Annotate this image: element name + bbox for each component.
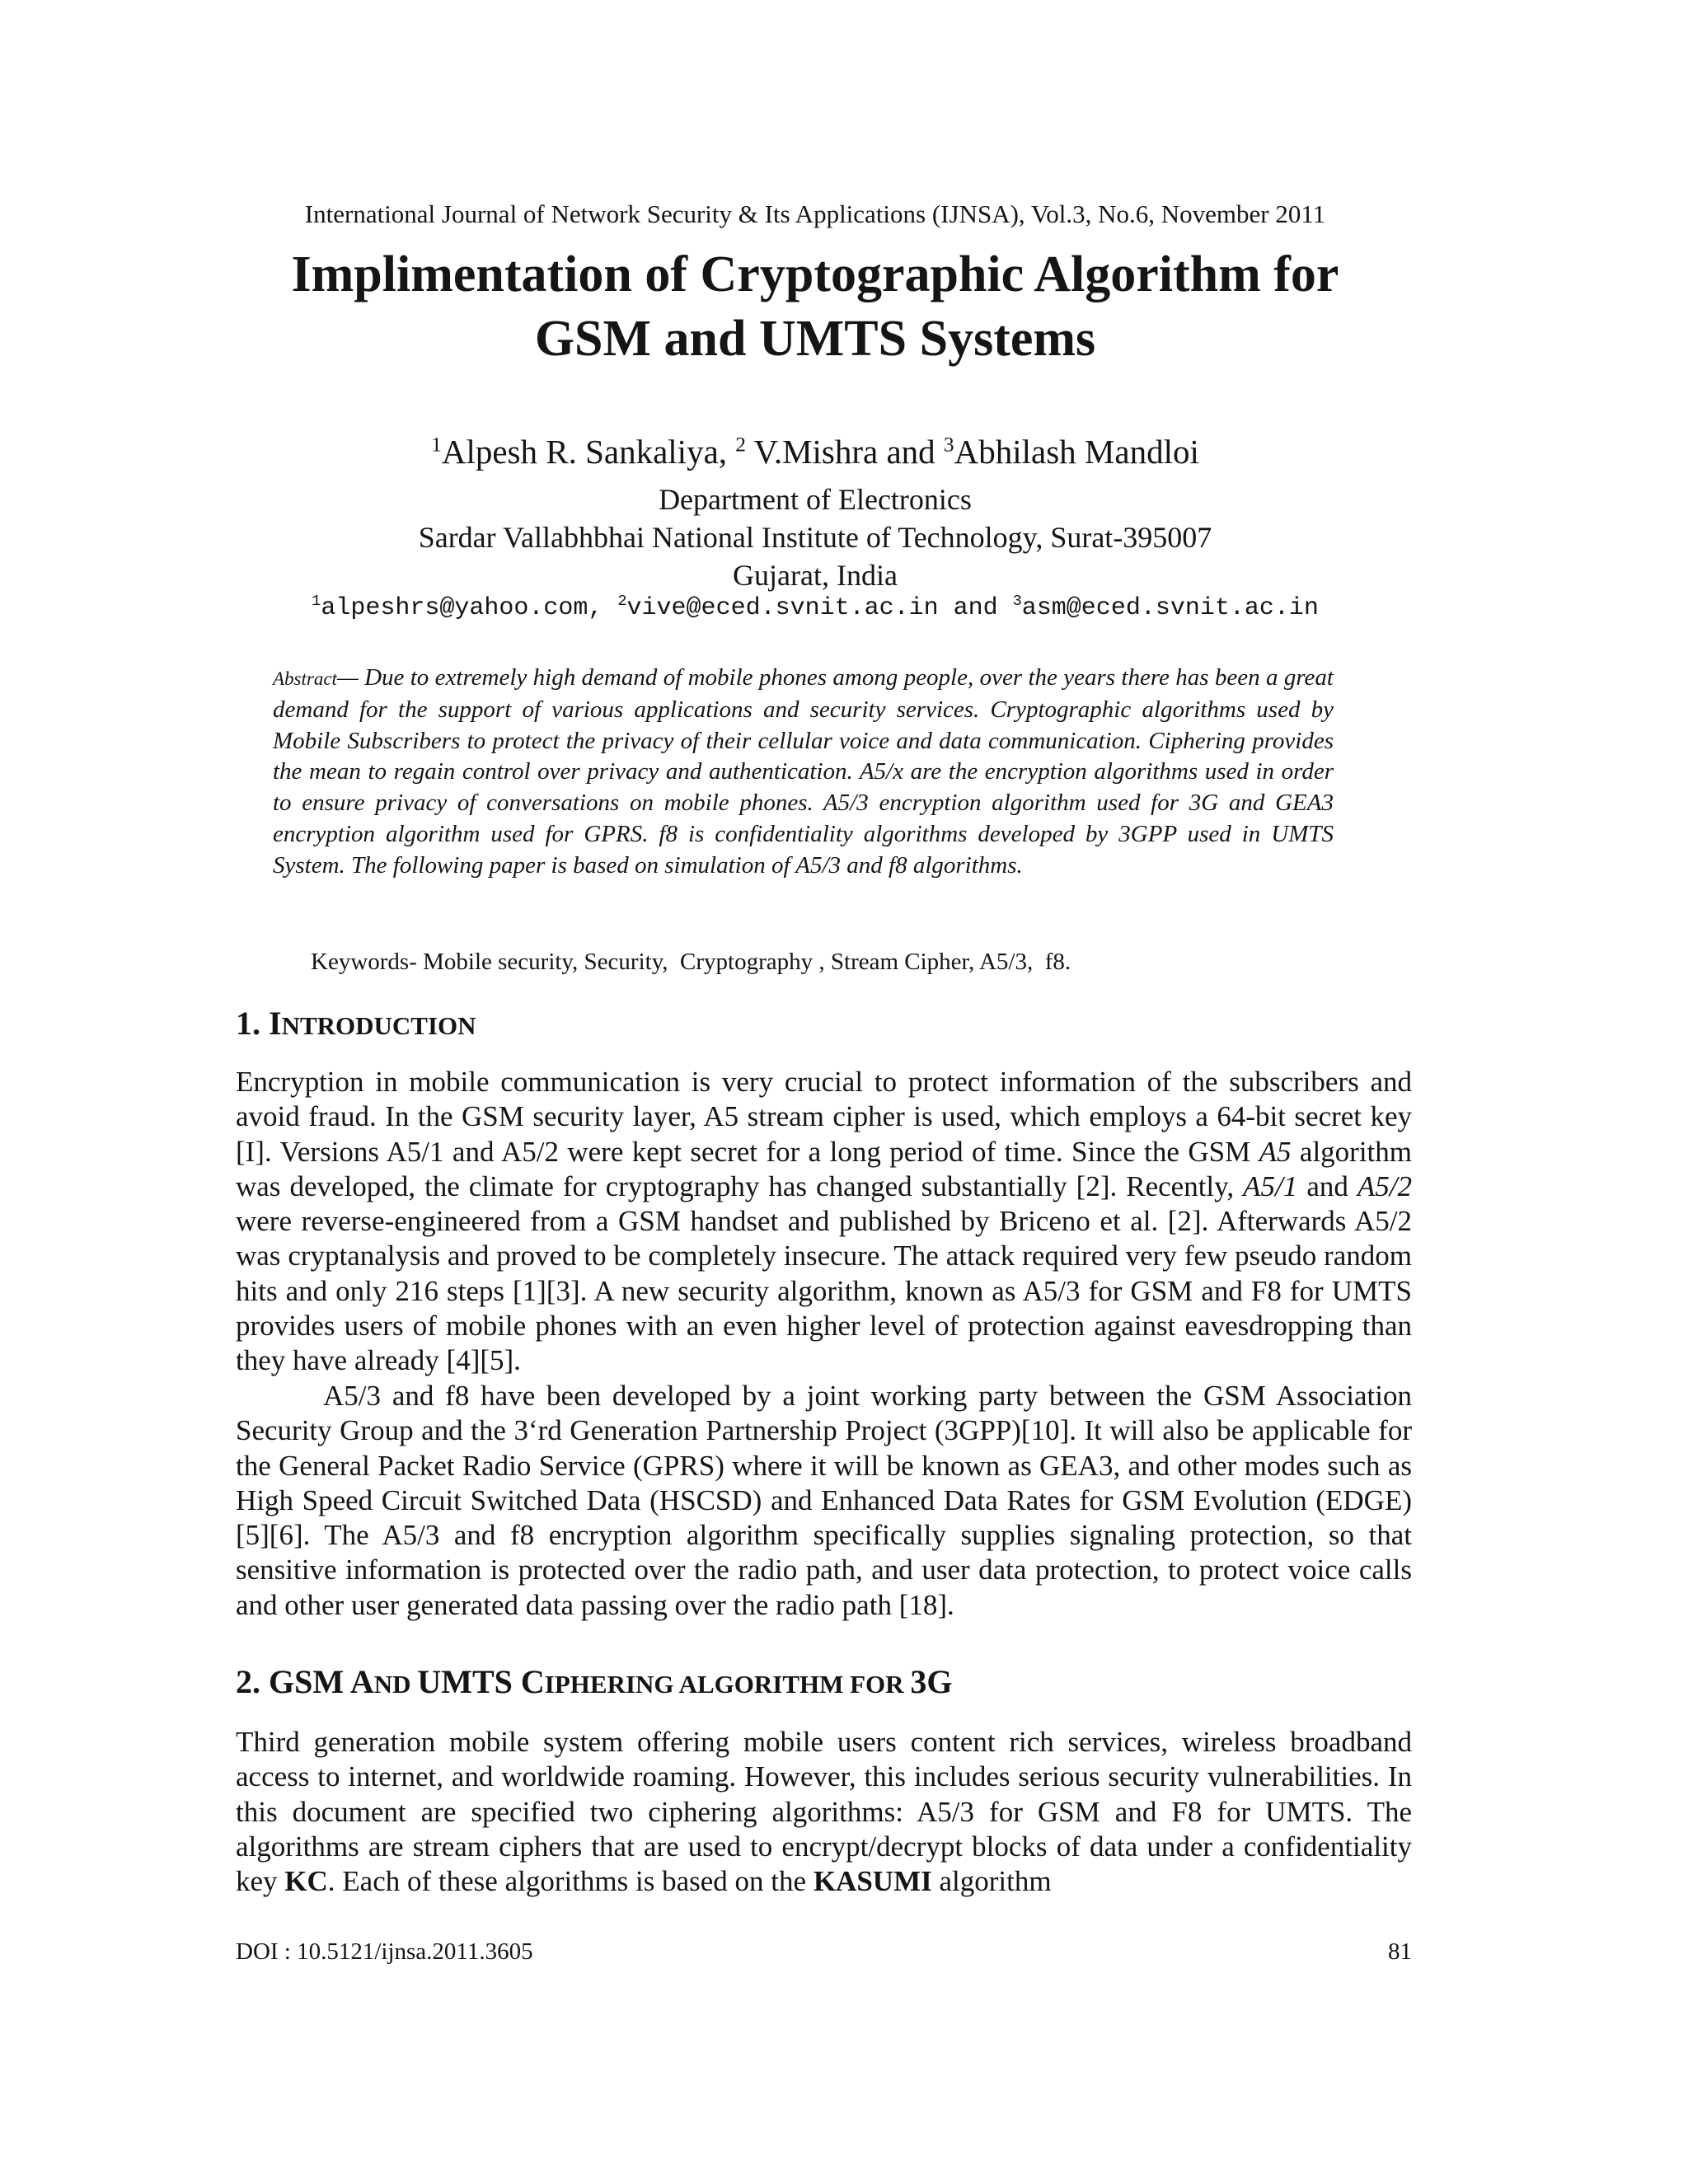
footer-doi: DOI : 10.5121/ijnsa.2011.3605 bbox=[236, 1938, 533, 1965]
email-2: vive@eced.svnit.ac.in and bbox=[626, 594, 1013, 622]
author-2: V.Mishra and bbox=[745, 433, 944, 471]
bold-term: KASUMI bbox=[813, 1865, 932, 1898]
heading-run: C bbox=[520, 1663, 545, 1700]
author-1: Alpesh R. Sankaliya, bbox=[441, 433, 736, 471]
email-2-marker: 2 bbox=[617, 593, 627, 610]
section-2-heading bbox=[236, 1662, 952, 1704]
author-list bbox=[0, 431, 1630, 472]
affiliation-institute: Sardar Vallabhbhai National Institute of Technology, Surat-395007 bbox=[418, 521, 1212, 554]
section-2-number: 2. bbox=[236, 1663, 269, 1700]
abstract bbox=[273, 663, 1334, 882]
heading-run: ND bbox=[373, 1670, 418, 1699]
abstract-label: Abstract bbox=[273, 668, 337, 689]
email-1-marker: 1 bbox=[312, 593, 321, 610]
section-1-title-initial: I bbox=[269, 1005, 282, 1042]
title-line-1: Implimentation of Cryptographic Algorithm for bbox=[291, 246, 1339, 302]
title-line-2: GSM and UMTS Systems bbox=[534, 311, 1096, 367]
section-1-paragraph-1 bbox=[236, 1065, 1412, 1379]
heading-run: UMTS bbox=[417, 1663, 521, 1700]
section-1-title-rest: NTRODUCTION bbox=[281, 1011, 476, 1040]
email-3: asm@eced.svnit.ac.in bbox=[1021, 594, 1319, 622]
italic-term: A5 bbox=[1259, 1135, 1292, 1168]
section-1-paragraph-2: A5/3 and f8 have been developed by a joint working party between the GSM Association Security Group and the 3‘rd Generation Partnership Project (3GPP)[10]. It will also be applicable for the General Packet Radio Service (GPRS) where it will be known as GEA3, and other modes such as High Speed Circuit Switched Data (HSCSD) and Enhanced Data Rates for GSM Evolution (EDGE) [5][6]. The A5/3 and f8 encryption algorithm specifically supplies signaling protection, so that sensitive information is protected over the radio path, and user data protection, to protect voice calls and other user generated data passing over the radio path [18]. bbox=[236, 1380, 1412, 1621]
text-run: algorithm was developed, the climate for cryptography has changed substantially [2]. Recently, bbox=[236, 1135, 1412, 1202]
keywords: Keywords- Mobile security, Security, Cryptography , Stream Cipher, A5/3, f8. bbox=[311, 949, 1071, 975]
italic-term: A5/2 bbox=[1357, 1169, 1412, 1202]
heading-run: 3G bbox=[910, 1663, 953, 1700]
affiliation-location: Gujarat, India bbox=[733, 559, 898, 592]
text-run: algorithm bbox=[931, 1865, 1052, 1898]
section-1-heading bbox=[236, 1004, 476, 1046]
bold-term: KC bbox=[284, 1865, 328, 1898]
text-run: were reverse-engineered from a GSM handset and published by Briceno et al. [2]. Afterwards A5/2 was cryptanalysis and proved to be completely insecure. The attack required very few pseudo random hits and only 216 steps [1][3]. A new security algorithm, known as A5/3 for GSM and F8 for UMTS provides users of mobile phones with an even higher level of protection against eavesdropping than they have already [4][5]. bbox=[236, 1205, 1412, 1377]
affiliation-department: Department of Electronics bbox=[659, 483, 972, 516]
text-run: . Each of these algorithms is based on the bbox=[327, 1865, 814, 1898]
text-run: and bbox=[1297, 1169, 1357, 1202]
heading-run: GSM bbox=[269, 1663, 350, 1700]
page-number: 81 bbox=[1388, 1938, 1412, 1965]
italic-term: A5/1 bbox=[1243, 1169, 1298, 1202]
author-emails bbox=[0, 592, 1630, 625]
author-1-marker: 1 bbox=[431, 433, 442, 457]
heading-run: IPHERING ALGORITHM FOR bbox=[544, 1670, 911, 1699]
abstract-text: — Due to extremely high demand of mobile phones among people, over the years there has been a great demand for the support of various applications and security services. Cryptographic algorithms used by Mobile Subscribers to protect the privacy of their cellular voice and data communication. Ciphering provides the mean to regain control over privacy and authentication. A5/x are the encryption algorithms used in order to ensure privacy of conversations on mobile phones. A5/3 encryption algorithm used for 3G and GEA3 encryption algorithm used for GPRS. f8 is confidentiality algorithms developed by 3GPP used in UMTS System. The following paper is based on simulation of A5/3 and f8 algorithms. bbox=[273, 664, 1334, 879]
section-2-paragraph-1 bbox=[236, 1725, 1412, 1899]
author-3: Abhilash Mandloi bbox=[954, 433, 1199, 471]
text-run: Third generation mobile system offering mobile users content rich services, wireless broadband access to internet, and worldwide roaming. However, this includes serious security vulnerabilities. In this document are specified two ciphering algorithms: A5/3 for GSM and F8 for UMTS. The algorithms are stream ciphers that are used to encrypt/decrypt blocks of data under a confidentiality key bbox=[236, 1726, 1412, 1898]
author-2-marker: 2 bbox=[735, 433, 746, 457]
email-3-marker: 3 bbox=[1012, 593, 1022, 610]
email-1: alpeshrs@yahoo.com, bbox=[321, 594, 618, 622]
section-1-number: 1. bbox=[236, 1005, 269, 1042]
heading-run: A bbox=[349, 1663, 374, 1700]
paper-title bbox=[0, 242, 1630, 371]
author-3-marker: 3 bbox=[943, 433, 954, 457]
journal-header: International Journal of Network Security & Its Applications (IJNSA), Vol.3, No.6, November 2011 bbox=[304, 199, 1326, 228]
text-run: Encryption in mobile communication is very crucial to protect information of the subscribers and avoid fraud. In the GSM security layer, A5 stream cipher is used, which employs a 64-bit secret key [I]. Versions A5/1 and A5/2 were kept secret for a long period of time. Since the GSM bbox=[236, 1066, 1412, 1168]
